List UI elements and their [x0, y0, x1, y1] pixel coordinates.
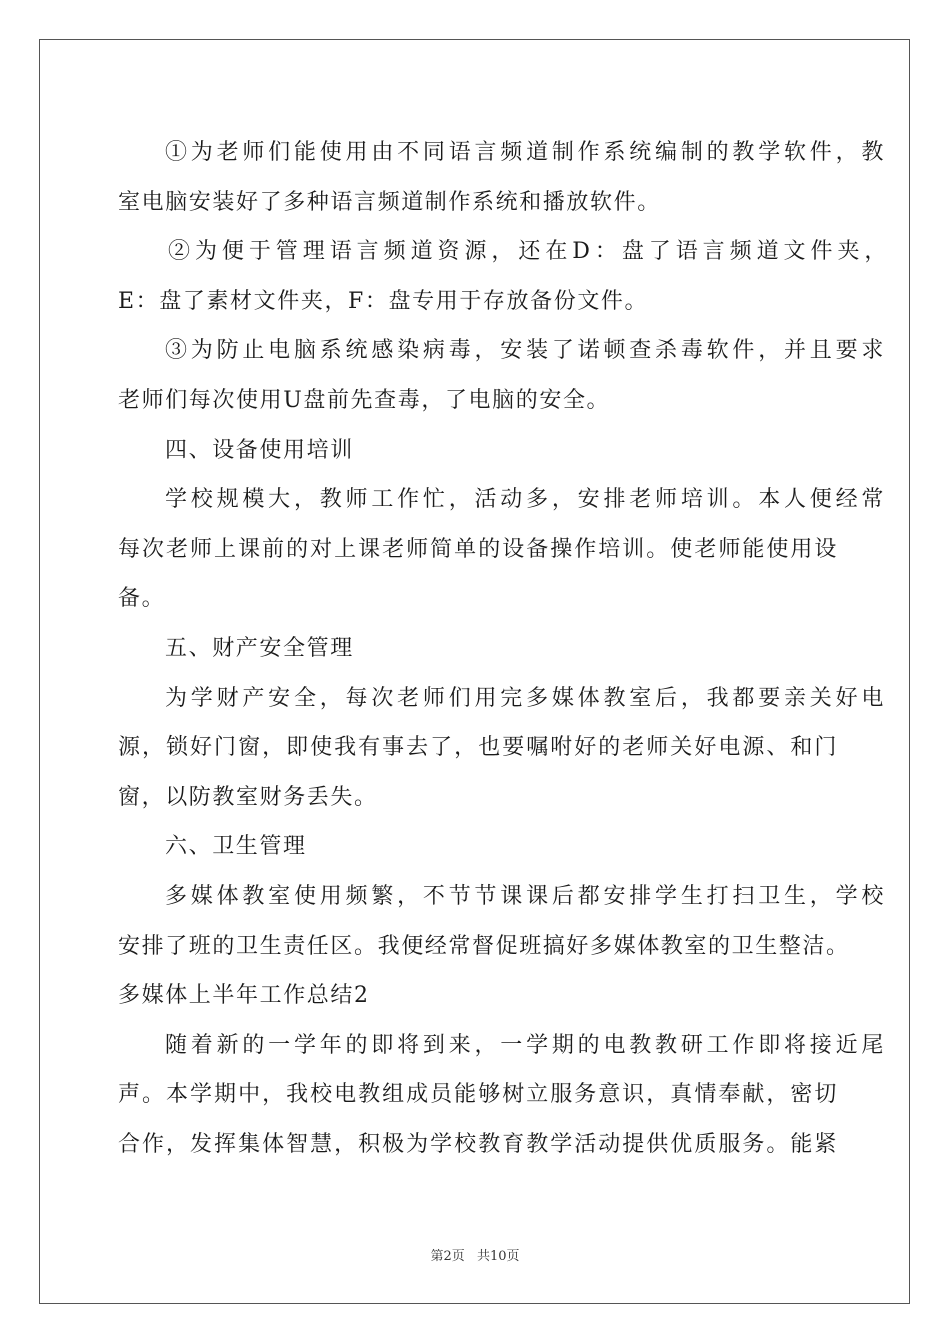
text-line: 声。本学期中，我校电教组成员能够树立服务意识，真情奉献，密切: [118, 1082, 838, 1108]
section-heading: 五、财产安全管理: [165, 635, 354, 661]
document-title: 多媒体上半年工作总结2: [118, 983, 370, 1009]
text-line: 源，锁好门窗，即使我有事去了，也要嘱咐好的老师关好电源、和门: [118, 735, 838, 761]
text-line: E：盘了素材文件夹，F：盘专用于存放备份文件。: [118, 288, 649, 314]
page-number: 第2页: [430, 1249, 465, 1264]
text-line: 每次老师上课前的对上课老师简单的设备操作培训。使老师能使用设: [118, 536, 838, 562]
text-line: 为学财产安全，每次老师们用完多媒体教室后，我都要亲关好电: [165, 685, 885, 711]
text-line: 窗，以防教室财务丢失。: [118, 784, 378, 810]
text-line: 随着新的一学年的即将到来，一学期的电教教研工作即将接近尾: [165, 1032, 885, 1058]
document-body: [118, 128, 888, 1169]
text-line: 多媒体教室使用频繁，不节节课课后都安排学生打扫卫生，学校: [165, 883, 885, 909]
text-line: ③为防止电脑系统感染病毒，安装了诺顿查杀毒软件，并且要求: [165, 338, 885, 364]
text-line: 合作，发挥集体智慧，积极为学校教育教学活动提供优质服务。能紧: [118, 1131, 838, 1157]
text-line: 室电脑安装好了多种语言频道制作系统和播放软件。: [118, 189, 661, 215]
text-line: ①为老师们能使用由不同语言频道制作系统编制的教学软件，教: [165, 140, 885, 165]
text-line: 老师们每次使用U盘前先查毒，了电脑的安全。: [118, 387, 611, 413]
page-footer: [0, 1245, 950, 1264]
text-line: 安排了班的卫生责任区。我便经常督促班搞好多媒体教室的卫生整洁。: [118, 933, 850, 959]
text-line: 学校规模大，教师工作忙，活动多，安排老师培训。本人便经常: [165, 487, 885, 513]
text-line: 备。: [118, 586, 166, 612]
text-line: ②为便于管理语言频道资源，还在D：盘了语言频道文件夹，: [168, 239, 888, 265]
section-heading: 四、设备使用培训: [165, 437, 354, 463]
section-heading: 六、卫生管理: [165, 834, 307, 860]
page-total: 共10页: [476, 1249, 520, 1264]
